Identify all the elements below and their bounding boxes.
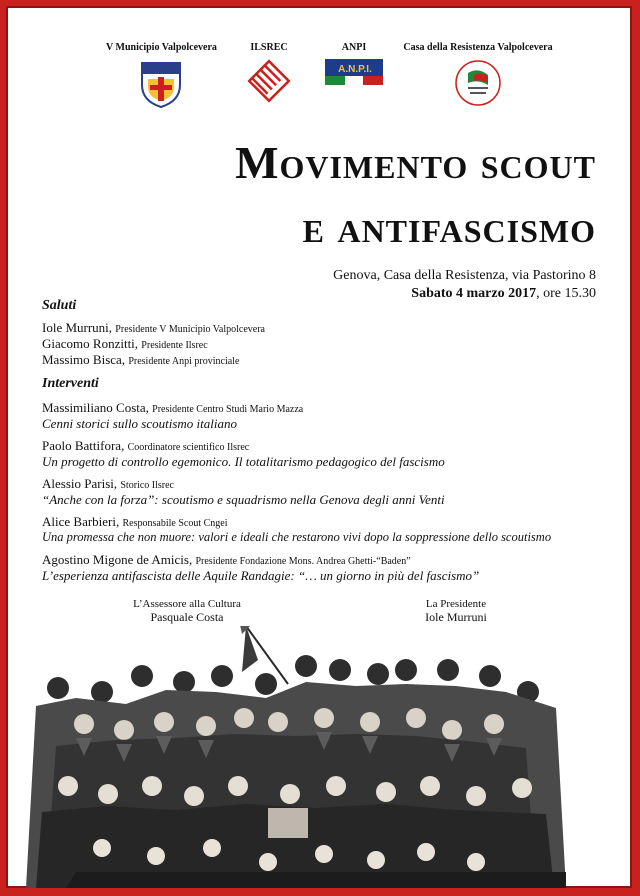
speaker-name: Iole Murruni, [42,320,113,335]
title-line-1: Movimento scout [235,137,596,188]
logo-municipio-label: V Municipio Valpolcevera [106,42,217,53]
speaker-name: Agostino Migone de Amicis, [42,552,193,567]
ilsrec-logo-icon [247,59,291,103]
speaker-name: Massimo Bisca, [42,352,126,367]
event-time: , ore 15.30 [536,286,596,301]
signature-assessore [112,598,262,625]
speaker-role: Presidente Fondazione Mons. Andrea Ghetti-“Baden” [195,556,411,567]
poster [6,6,632,888]
anpi-flag-text: A.N.P.I. [338,64,372,75]
logo-casa-resistenza [398,42,558,112]
saluti-item [42,320,265,336]
signature-title: La Presidente [425,598,487,610]
event-datetime [411,286,596,302]
intervento-speaker [42,476,174,492]
signature-name: Iole Murruni [425,610,487,624]
signature-presidente [396,598,516,625]
logo-anpi [324,42,384,90]
event-date: Sabato 4 marzo 2017 [411,286,537,301]
intervento-topic: Cenni storici sullo scoutismo italiano [42,416,238,431]
speaker-name: Alice Barbieri, [42,514,120,529]
title-line-2: e antifascismo [302,201,596,252]
intervento-topic: Un progetto di controllo egemonico. Il totalitarismo pedagogico del fascismo [42,454,445,469]
municipal-crest-icon [138,59,184,109]
intervento-topic: L’esperienza antifascista delle Aquile Randagie: “… un giorno in più del fascismo” [42,568,480,583]
saluti-item [42,352,239,368]
speaker-name: Paolo Battifora, [42,438,125,453]
speaker-role: Presidente V Municipio Valpolcevera [115,324,265,335]
intervento-speaker [42,514,228,530]
speaker-role: Responsabile Scout Cngei [122,518,228,529]
speaker-name: Giacomo Ronzitti, [42,336,139,351]
speaker-name: Alessio Parisi, [42,476,118,491]
logo-municipio [106,42,216,114]
intervento-topic: Una promessa che non muore: valori e ideali che restarono vivi dopo la soppressione dello scoutismo [42,530,552,544]
logo-bar [6,42,632,122]
event-place: Genova, Casa della Resistenza, via Pastorino 8 [333,268,596,283]
speaker-role: Presidente Anpi provinciale [128,356,240,367]
speaker-role: Presidente Ilsrec [141,340,208,351]
logo-ilsrec [234,42,304,108]
speaker-name: Massimiliano Costa, [42,400,149,415]
signature-title: L’Assessore alla Cultura [133,598,241,610]
anpi-flag-icon [325,59,383,85]
intervento-speaker [42,438,249,454]
saluti-item [42,336,208,352]
logo-anpi-label: ANPI [341,42,367,53]
intervento-speaker [42,552,411,568]
scout-group-photo [6,626,632,888]
logo-casa-resistenza-label: Casa della Resistenza Valpolcevera [403,42,553,53]
signature-name: Pasquale Costa [150,610,224,624]
intervento-topic: “Anche con la forza”: scoutismo e squadrismo nella Genova degli anni Venti [42,492,445,507]
resistenza-circle-icon [454,59,502,107]
intervento-speaker [42,400,303,416]
speaker-role: Storico Ilsrec [120,480,174,491]
speaker-role: Coordinatore scientifico Ilsrec [127,442,250,453]
interventi-heading: Interventi [42,376,99,391]
speaker-role: Presidente Centro Studi Mario Mazza [152,404,304,415]
logo-ilsrec-label: ILSREC [250,42,288,53]
saluti-heading: Saluti [42,298,77,313]
